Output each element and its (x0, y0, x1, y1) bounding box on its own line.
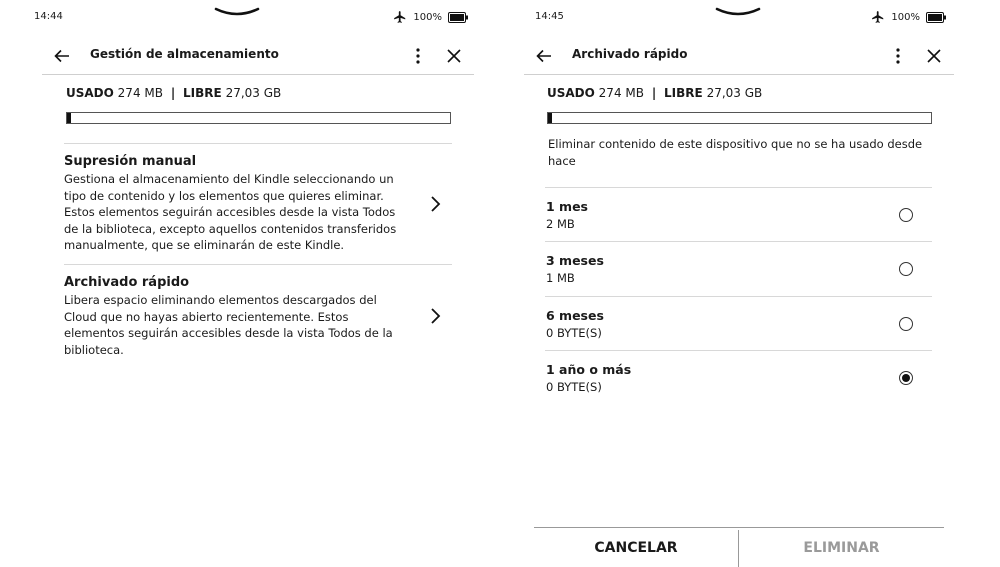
storage-separator: | (170, 86, 176, 100)
delete-button[interactable]: ELIMINAR (803, 539, 880, 556)
storage-usage-bar (547, 112, 932, 124)
radio-button[interactable] (899, 371, 913, 385)
battery-percentage: 100% (891, 11, 920, 23)
airplane-icon (871, 10, 885, 24)
more-options-icon[interactable] (888, 46, 908, 66)
header-bar (524, 40, 954, 75)
pull-down-handle-icon[interactable] (214, 6, 260, 18)
status-bar (520, 0, 1000, 36)
status-time: 14:45 (535, 11, 564, 22)
divider (64, 264, 452, 265)
period-size: 0 BYTE(S) (546, 326, 602, 340)
free-value: 27,03 GB (225, 86, 282, 100)
status-indicators (871, 9, 946, 25)
close-icon[interactable] (924, 46, 944, 66)
storage-summary (66, 86, 281, 100)
used-label: USADO (547, 86, 595, 100)
period-option-6-months[interactable] (545, 297, 932, 351)
period-label: 1 año o más (546, 362, 632, 377)
period-size: 2 MB (546, 217, 575, 231)
chevron-right-icon (428, 306, 442, 326)
manual-deletion-option[interactable] (64, 154, 454, 258)
close-icon[interactable] (444, 46, 464, 66)
period-size: 0 BYTE(S) (546, 380, 602, 394)
option-title: Archivado rápido (64, 275, 190, 290)
storage-summary (547, 86, 762, 100)
quick-archive-option[interactable] (64, 275, 454, 365)
status-time: 14:44 (34, 11, 63, 22)
storage-management-screen (0, 0, 480, 567)
back-arrow-icon[interactable] (52, 46, 72, 66)
period-option-1-month[interactable] (545, 188, 932, 242)
free-label: LIBRE (183, 86, 222, 100)
option-description: Gestiona el almacenamiento del Kindle seleccionando un tipo de contenido y los elementos que quieres eliminar. Estos elementos seguirán accesibles desde la vista Todos de la biblioteca, excepto aquellos contenidos transferidos manualmente, que se eliminarán de este Kindle. (64, 172, 397, 252)
radio-button[interactable] (899, 208, 913, 222)
option-title: Supresión manual (64, 154, 197, 169)
battery-icon (926, 12, 946, 23)
battery-icon (448, 12, 468, 23)
storage-usage-bar (66, 112, 451, 124)
free-value: 27,03 GB (706, 86, 763, 100)
archive-intro-text: Eliminar contenido de este dispositivo que no se ha usado desde hace (548, 137, 923, 168)
status-indicators (393, 9, 468, 25)
used-value: 274 MB (598, 86, 644, 100)
used-value: 274 MB (117, 86, 163, 100)
radio-button[interactable] (899, 262, 913, 276)
period-label: 3 meses (546, 253, 604, 268)
period-option-3-months[interactable] (545, 242, 932, 296)
radio-button[interactable] (899, 317, 913, 331)
quick-archive-screen (520, 0, 1000, 567)
more-options-icon[interactable] (408, 46, 428, 66)
header-bar (42, 40, 474, 75)
period-size: 1 MB (546, 271, 575, 285)
back-arrow-icon[interactable] (534, 46, 554, 66)
status-bar (0, 0, 480, 36)
battery-percentage: 100% (413, 11, 442, 23)
storage-separator: | (651, 86, 657, 100)
airplane-icon (393, 10, 407, 24)
storage-usage-fill (67, 113, 71, 123)
pull-down-handle-icon[interactable] (715, 6, 761, 18)
page-title: Gestión de almacenamiento (90, 47, 279, 61)
cancel-button[interactable]: CANCELAR (594, 539, 678, 556)
period-label: 6 meses (546, 308, 604, 323)
free-label: LIBRE (664, 86, 703, 100)
period-option-1-year-or-more[interactable] (545, 351, 932, 405)
option-description: Libera espacio eliminando elementos descargados del Cloud que no hayas abierto recientemente. Estos elementos seguirán accesibles desde la vista Todos de la biblioteca. (64, 293, 393, 357)
storage-usage-fill (548, 113, 552, 123)
chevron-right-icon (428, 194, 442, 214)
used-label: USADO (66, 86, 114, 100)
divider (64, 143, 452, 144)
page-title: Archivado rápido (572, 47, 688, 61)
period-label: 1 mes (546, 199, 588, 214)
